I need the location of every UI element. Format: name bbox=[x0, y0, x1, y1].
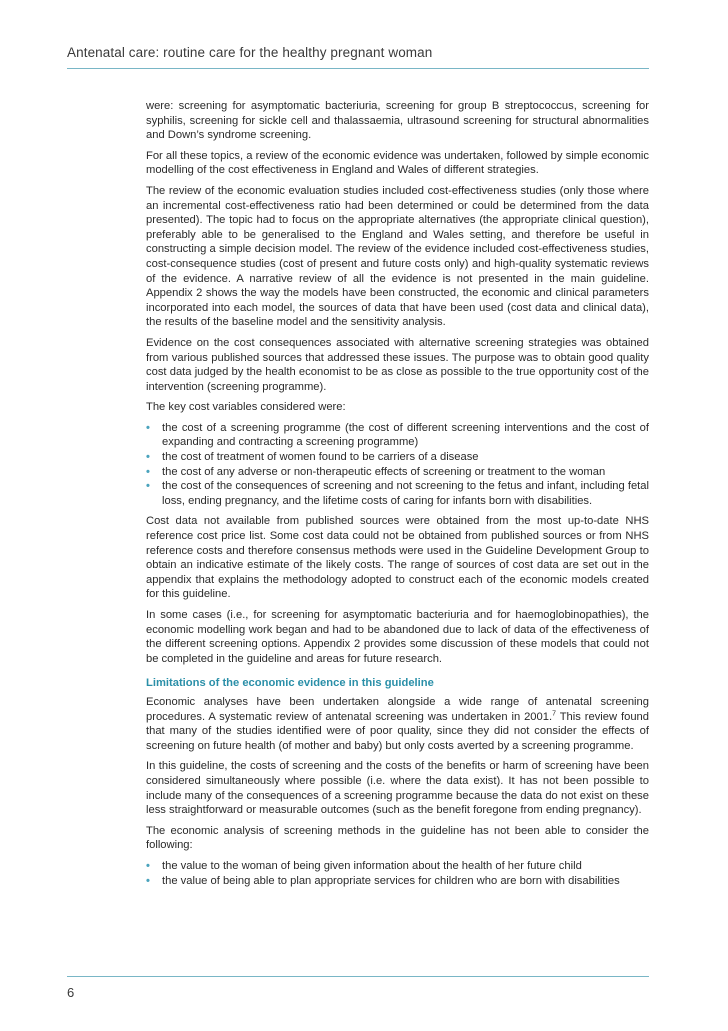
footer-rule bbox=[67, 976, 649, 977]
list-item bbox=[146, 874, 649, 889]
list-item-text: the value of being able to plan appropriate services for children who are born with disabilities bbox=[162, 874, 620, 887]
paragraph: In this guideline, the costs of screening and the costs of the benefits or harm of screening have been considered simultaneously where possible (i.e. where the data exist). It has not been possible to include many of the consequences of a screening programme because the data do not exist on these less straightforward or measurable outcomes (such as the benefit foregone from ending pregnancy). bbox=[146, 760, 649, 817]
bullet-icon: • bbox=[146, 465, 150, 478]
list-item-text: the value to the woman of being given information about the health of her future child bbox=[162, 859, 582, 872]
page-number: 6 bbox=[67, 985, 75, 1000]
header-rule bbox=[67, 68, 649, 69]
bullet-icon: • bbox=[146, 480, 150, 493]
bullet-icon: • bbox=[146, 874, 150, 887]
body-text bbox=[146, 99, 649, 894]
paragraph bbox=[146, 695, 649, 753]
running-header: Antenatal care: routine care for the healthy pregnant woman bbox=[67, 45, 433, 60]
list-item bbox=[146, 479, 649, 508]
list-item bbox=[146, 859, 649, 874]
paragraph: For all these topics, a review of the economic evidence was undertaken, followed by simple economic modelling of the cost effectiveness in England and Wales of different strategies. bbox=[146, 149, 649, 177]
paragraph: The key cost variables considered were: bbox=[146, 401, 346, 414]
bullet-list bbox=[146, 421, 649, 509]
list-item-text: the cost of the consequences of screening and not screening to the fetus and infant, including fetal loss, ending pregnancy, and the lifetime costs of caring for infants born with disabilities. bbox=[162, 480, 649, 507]
list-item bbox=[146, 450, 649, 465]
citation-ref: 7 bbox=[552, 709, 556, 717]
paragraph: The review of the economic evaluation studies included cost-effectiveness studies (only those where an incremental cost-effectiveness ratio had been determined or could be determined from the data presented). The topic had to focus on the appropriate alternatives (the appropriate clinical question), preferably able to be generalised to the England and Wales setting, and therefore be useful in constructing a simple decision model. The review of the evidence included cost-effectiveness studies, cost-consequence studies (cost of present and future costs only) and high-quality systematic reviews of the evidence. A narrative review of all the evidence is not presented in the main guideline. Appendix 2 shows the way the models have been constructed, the economic and clinical parameters incorporated into each model, the sources of data that have been used (cost data and clinical data), the results of the baseline model and the sensitivity analysis. bbox=[146, 184, 649, 329]
paragraph: Cost data not available from published sources were obtained from the most up-to-date NHS reference cost price list. Some cost data could not be obtained from published sources or from NHS reference costs and therefore consensus methods were used in the Guideline Development Group to obtain an indicative estimate of the likely costs. The range of sources of cost data are set out in the appendix that explains the methodology adopted to construct each of the economic models created for this guideline. bbox=[146, 515, 649, 601]
paragraph: Evidence on the cost consequences associated with alternative screening strategies was obtained from various published sources that addressed these issues. The purpose was to obtain good quality cost data judged by the health economist to be as close as possible to the true opportunity cost of the intervention (screening programme). bbox=[146, 336, 649, 393]
section-heading: Limitations of the economic evidence in this guideline bbox=[146, 677, 434, 690]
bullet-icon: • bbox=[146, 451, 150, 464]
bullet-list bbox=[146, 859, 649, 888]
bullet-icon: • bbox=[146, 859, 150, 872]
list-item bbox=[146, 421, 649, 450]
list-item-text: the cost of any adverse or non-therapeutic effects of screening or treatment to the woman bbox=[162, 465, 606, 478]
paragraph: The economic analysis of screening methods in the guideline has not been able to consider the following: bbox=[146, 824, 649, 852]
bullet-icon: • bbox=[146, 421, 150, 434]
paragraph: were: screening for asymptomatic bacteriuria, screening for group B streptococcus, screening for syphilis, screening for sickle cell and thalassaemia, ultrasound screening for structural abnormalities and Down’s syndrome screening. bbox=[146, 100, 649, 142]
paragraph-text: Economic analyses have been undertaken alongside a wide range of antenatal screening procedures. A systematic review of antenatal screening was undertaken in 2001. bbox=[146, 695, 649, 723]
paragraph: In some cases (i.e., for screening for asymptomatic bacteriuria and for haemoglobinopathies), the economic modelling work began and had to be abandoned due to lack of data of the effectiveness of the different screening options. Appendix 2 provides some discussion of these models that could not be completed in the guideline and areas for future research. bbox=[146, 609, 649, 665]
paragraph-text: This review found that many of the studies identified were of poor quality, since they did not consider the effects of screening on future health (of mother and baby) but only costs averted by a screening programme. bbox=[146, 710, 649, 752]
list-item-text: the cost of a screening programme (the cost of different screening interventions and the cost of expanding and contracting a screening programme) bbox=[162, 421, 649, 449]
list-item bbox=[146, 465, 649, 480]
list-item-text: the cost of treatment of women found to be carriers of a disease bbox=[162, 451, 479, 464]
